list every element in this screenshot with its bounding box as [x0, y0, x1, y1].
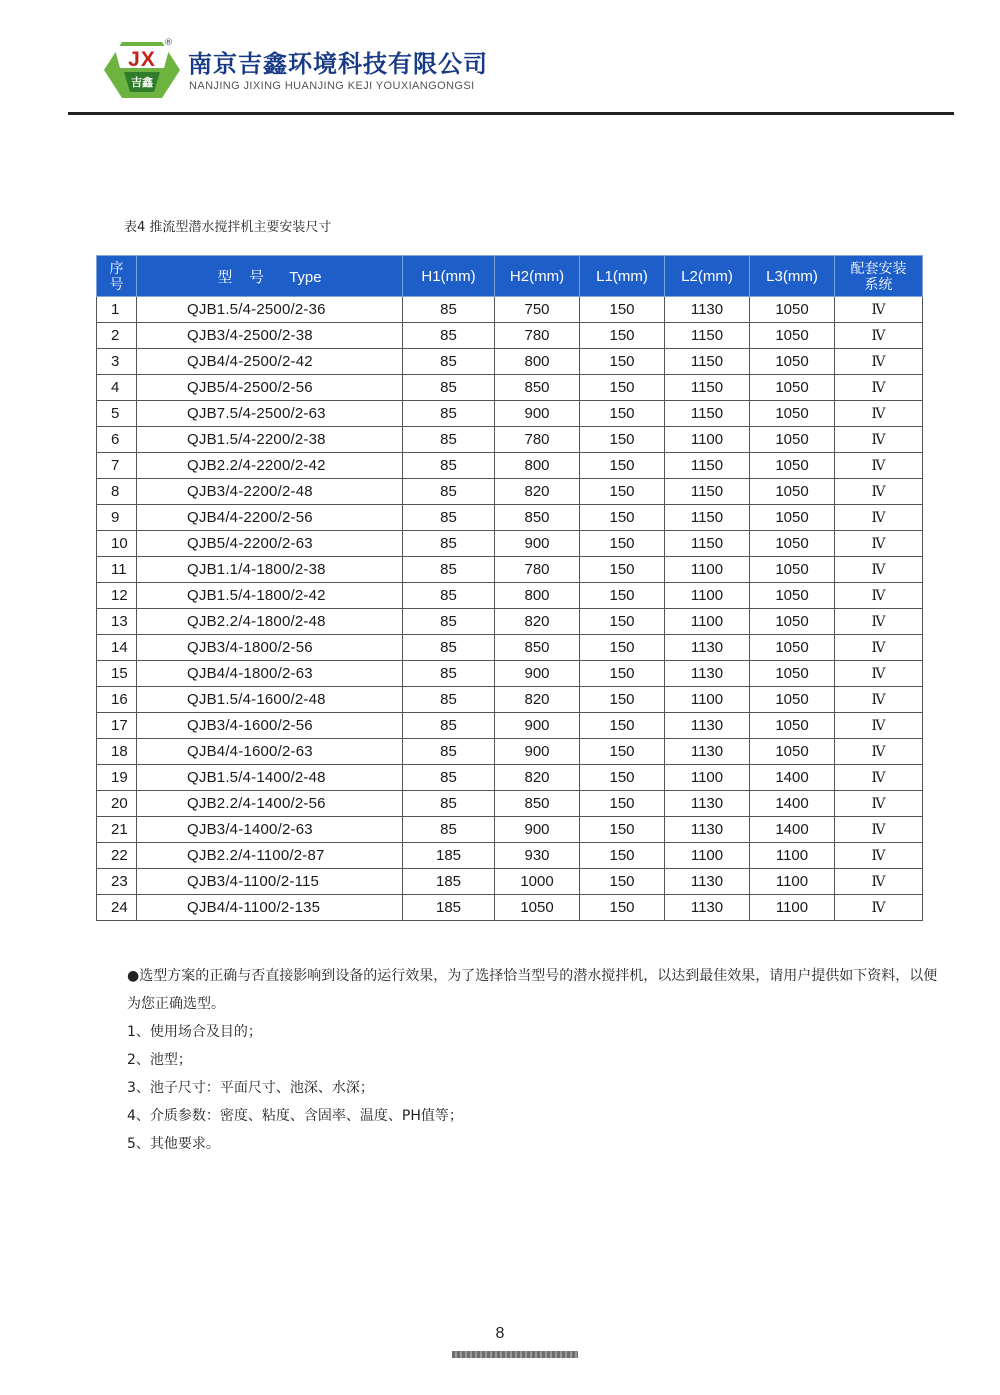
- cell-l2: 1150: [665, 531, 750, 557]
- seq-header-line1: 序: [109, 260, 124, 276]
- cell-seq: 5: [97, 401, 137, 427]
- cell-l1: 150: [580, 453, 665, 479]
- cell-l2: 1100: [665, 609, 750, 635]
- cell-seq: 4: [97, 375, 137, 401]
- cell-l1: 150: [580, 687, 665, 713]
- cell-seq: 13: [97, 609, 137, 635]
- footer-bar: [452, 1351, 578, 1358]
- cell-model: QJB3/4-2200/2-48: [137, 479, 403, 505]
- cell-l1: 150: [580, 895, 665, 921]
- cell-system: Ⅳ: [835, 349, 923, 375]
- cell-l3: 1050: [750, 297, 835, 323]
- cell-l3: 1050: [750, 453, 835, 479]
- cell-h1: 85: [403, 635, 495, 661]
- cell-l2: 1100: [665, 765, 750, 791]
- column-header-l3: L3(mm): [750, 256, 835, 297]
- cell-l1: 150: [580, 609, 665, 635]
- cell-l1: 150: [580, 739, 665, 765]
- cell-seq: 23: [97, 869, 137, 895]
- column-header-system: [835, 256, 923, 297]
- cell-l1: 150: [580, 297, 665, 323]
- cell-h2: 780: [495, 323, 580, 349]
- cell-model: QJB1.5/4-2500/2-36: [137, 297, 403, 323]
- cell-l2: 1130: [665, 661, 750, 687]
- selection-notes: [127, 962, 939, 1158]
- cell-h1: 85: [403, 349, 495, 375]
- cell-l2: 1150: [665, 479, 750, 505]
- cell-l2: 1130: [665, 297, 750, 323]
- cell-seq: 22: [97, 843, 137, 869]
- cell-l3: 1050: [750, 583, 835, 609]
- cell-model: QJB4/4-1800/2-63: [137, 661, 403, 687]
- installation-dimensions-table: [96, 255, 923, 921]
- column-header-h2: H2(mm): [495, 256, 580, 297]
- cell-h1: 85: [403, 401, 495, 427]
- cell-l3: 1050: [750, 609, 835, 635]
- cell-model: QJB2.2/4-1400/2-56: [137, 791, 403, 817]
- cell-model: QJB2.2/4-1100/2-87: [137, 843, 403, 869]
- column-header-seq: [97, 256, 137, 297]
- cell-model: QJB5/4-2200/2-63: [137, 531, 403, 557]
- cell-l3: 1050: [750, 401, 835, 427]
- system-header-line2: 系统: [864, 276, 893, 292]
- cell-system: Ⅳ: [835, 869, 923, 895]
- cell-system: Ⅳ: [835, 791, 923, 817]
- cell-seq: 1: [97, 297, 137, 323]
- cell-l1: 150: [580, 661, 665, 687]
- cell-h2: 900: [495, 401, 580, 427]
- cell-system: Ⅳ: [835, 895, 923, 921]
- cell-model: QJB4/4-1100/2-135: [137, 895, 403, 921]
- system-header-line1: 配套安装: [850, 260, 907, 276]
- cell-seq: 19: [97, 765, 137, 791]
- table-row: [97, 843, 923, 869]
- table-row: [97, 453, 923, 479]
- cell-l3: 1050: [750, 635, 835, 661]
- table-row: [97, 635, 923, 661]
- table-row: [97, 687, 923, 713]
- cell-h2: 800: [495, 583, 580, 609]
- cell-h2: 780: [495, 557, 580, 583]
- cell-system: Ⅳ: [835, 427, 923, 453]
- logo-sub-text: 吉鑫: [131, 76, 153, 89]
- company-logo: [104, 40, 180, 100]
- cell-model: QJB1.5/4-2200/2-38: [137, 427, 403, 453]
- cell-system: Ⅳ: [835, 609, 923, 635]
- cell-l2: 1150: [665, 453, 750, 479]
- cell-h2: 900: [495, 739, 580, 765]
- cell-system: Ⅳ: [835, 479, 923, 505]
- cell-h1: 85: [403, 713, 495, 739]
- cell-l3: 1050: [750, 323, 835, 349]
- cell-l1: 150: [580, 843, 665, 869]
- cell-l1: 150: [580, 375, 665, 401]
- table-row: [97, 323, 923, 349]
- cell-system: Ⅳ: [835, 765, 923, 791]
- cell-seq: 20: [97, 791, 137, 817]
- cell-l3: 1050: [750, 687, 835, 713]
- cell-h1: 85: [403, 583, 495, 609]
- table-row: [97, 297, 923, 323]
- cell-l3: 1050: [750, 661, 835, 687]
- cell-l2: 1130: [665, 869, 750, 895]
- cell-h1: 85: [403, 687, 495, 713]
- cell-h2: 800: [495, 349, 580, 375]
- cell-h2: 820: [495, 765, 580, 791]
- table-row: [97, 713, 923, 739]
- cell-system: Ⅳ: [835, 505, 923, 531]
- cell-h2: 900: [495, 713, 580, 739]
- cell-model: QJB1.5/4-1600/2-48: [137, 687, 403, 713]
- cell-l3: 1100: [750, 869, 835, 895]
- cell-l2: 1100: [665, 583, 750, 609]
- cell-l1: 150: [580, 479, 665, 505]
- cell-seq: 24: [97, 895, 137, 921]
- table-row: [97, 583, 923, 609]
- cell-model: QJB5/4-2500/2-56: [137, 375, 403, 401]
- cell-h2: 850: [495, 505, 580, 531]
- notes-item: 2、池型；: [127, 1052, 192, 1068]
- cell-h1: 85: [403, 765, 495, 791]
- cell-model: QJB3/4-1600/2-56: [137, 713, 403, 739]
- column-header-l2: L2(mm): [665, 256, 750, 297]
- table-row: [97, 817, 923, 843]
- cell-l1: 150: [580, 349, 665, 375]
- cell-l2: 1130: [665, 817, 750, 843]
- cell-h2: 900: [495, 817, 580, 843]
- table-row: [97, 739, 923, 765]
- type-header-label: 型 号 Type: [217, 268, 322, 286]
- cell-h1: 85: [403, 557, 495, 583]
- cell-h2: 820: [495, 479, 580, 505]
- header-divider: [68, 112, 954, 115]
- cell-system: Ⅳ: [835, 843, 923, 869]
- cell-model: QJB1.5/4-1800/2-42: [137, 583, 403, 609]
- cell-h1: 85: [403, 505, 495, 531]
- cell-seq: 12: [97, 583, 137, 609]
- cell-h1: 85: [403, 531, 495, 557]
- notes-item: 1、使用场合及目的；: [127, 1024, 262, 1040]
- cell-seq: 18: [97, 739, 137, 765]
- cell-h2: 850: [495, 375, 580, 401]
- cell-l2: 1130: [665, 791, 750, 817]
- table-row: [97, 869, 923, 895]
- cell-h2: 1050: [495, 895, 580, 921]
- table-row: [97, 479, 923, 505]
- cell-l1: 150: [580, 635, 665, 661]
- table-row: [97, 557, 923, 583]
- table-row: [97, 609, 923, 635]
- column-header-type: [137, 256, 403, 297]
- cell-l1: 150: [580, 557, 665, 583]
- cell-h1: 85: [403, 739, 495, 765]
- cell-system: Ⅳ: [835, 531, 923, 557]
- cell-l1: 150: [580, 505, 665, 531]
- cell-l2: 1150: [665, 349, 750, 375]
- cell-l2: 1150: [665, 401, 750, 427]
- cell-h1: 85: [403, 453, 495, 479]
- table-header-row: [97, 256, 923, 297]
- cell-model: QJB1.5/4-1400/2-48: [137, 765, 403, 791]
- cell-h2: 900: [495, 661, 580, 687]
- company-name-en: NANJING JIXING HUANJING KEJI YOUXIANGONGSI: [189, 80, 475, 92]
- logo-letters: JX: [128, 48, 156, 71]
- table-row: [97, 375, 923, 401]
- column-header-l1: L1(mm): [580, 256, 665, 297]
- cell-l2: 1100: [665, 843, 750, 869]
- cell-h2: 850: [495, 635, 580, 661]
- cell-l1: 150: [580, 583, 665, 609]
- table-body: [97, 297, 923, 921]
- cell-seq: 21: [97, 817, 137, 843]
- table-row: [97, 765, 923, 791]
- table-row: [97, 349, 923, 375]
- cell-model: QJB4/4-1600/2-63: [137, 739, 403, 765]
- cell-l1: 150: [580, 401, 665, 427]
- cell-l2: 1150: [665, 323, 750, 349]
- cell-seq: 17: [97, 713, 137, 739]
- column-header-h1: H1(mm): [403, 256, 495, 297]
- table-row: [97, 791, 923, 817]
- cell-system: Ⅳ: [835, 401, 923, 427]
- cell-h1: 185: [403, 843, 495, 869]
- cell-model: QJB2.2/4-1800/2-48: [137, 609, 403, 635]
- cell-h1: 85: [403, 427, 495, 453]
- cell-l3: 1050: [750, 349, 835, 375]
- cell-h2: 900: [495, 531, 580, 557]
- cell-h1: 85: [403, 661, 495, 687]
- cell-model: QJB4/4-2200/2-56: [137, 505, 403, 531]
- cell-system: Ⅳ: [835, 375, 923, 401]
- cell-h2: 930: [495, 843, 580, 869]
- cell-system: Ⅳ: [835, 583, 923, 609]
- cell-seq: 2: [97, 323, 137, 349]
- table-row: [97, 661, 923, 687]
- cell-h1: 85: [403, 297, 495, 323]
- cell-h2: 750: [495, 297, 580, 323]
- cell-system: Ⅳ: [835, 323, 923, 349]
- cell-model: QJB3/4-1400/2-63: [137, 817, 403, 843]
- table-row: [97, 427, 923, 453]
- cell-l2: 1130: [665, 713, 750, 739]
- cell-model: QJB3/4-2500/2-38: [137, 323, 403, 349]
- cell-system: Ⅳ: [835, 297, 923, 323]
- cell-l3: 1400: [750, 791, 835, 817]
- cell-l2: 1130: [665, 739, 750, 765]
- cell-l3: 1050: [750, 505, 835, 531]
- cell-model: QJB2.2/4-2200/2-42: [137, 453, 403, 479]
- table-row: [97, 531, 923, 557]
- cell-h2: 1000: [495, 869, 580, 895]
- cell-l3: 1050: [750, 739, 835, 765]
- cell-l3: 1050: [750, 713, 835, 739]
- cell-l1: 150: [580, 531, 665, 557]
- cell-seq: 10: [97, 531, 137, 557]
- cell-h2: 800: [495, 453, 580, 479]
- cell-seq: 11: [97, 557, 137, 583]
- cell-model: QJB3/4-1800/2-56: [137, 635, 403, 661]
- cell-l2: 1100: [665, 557, 750, 583]
- cell-seq: 16: [97, 687, 137, 713]
- table-row: [97, 401, 923, 427]
- cell-l1: 150: [580, 791, 665, 817]
- notes-item: 3、池子尺寸：平面尺寸、池深、水深；: [127, 1080, 374, 1096]
- cell-l1: 150: [580, 427, 665, 453]
- cell-system: Ⅳ: [835, 635, 923, 661]
- cell-seq: 9: [97, 505, 137, 531]
- cell-h2: 850: [495, 791, 580, 817]
- cell-l3: 1100: [750, 843, 835, 869]
- cell-h2: 820: [495, 609, 580, 635]
- cell-l1: 150: [580, 765, 665, 791]
- cell-l3: 1400: [750, 817, 835, 843]
- cell-system: Ⅳ: [835, 713, 923, 739]
- cell-system: Ⅳ: [835, 557, 923, 583]
- notes-list: [127, 1018, 939, 1158]
- table-row: [97, 505, 923, 531]
- cell-l2: 1150: [665, 375, 750, 401]
- cell-seq: 3: [97, 349, 137, 375]
- cell-system: Ⅳ: [835, 453, 923, 479]
- cell-seq: 8: [97, 479, 137, 505]
- cell-model: QJB7.5/4-2500/2-63: [137, 401, 403, 427]
- page-number: 8: [495, 1325, 505, 1342]
- seq-header-line2: 号: [109, 276, 124, 292]
- cell-l2: 1130: [665, 635, 750, 661]
- registered-mark: ®: [164, 38, 173, 48]
- cell-h1: 85: [403, 791, 495, 817]
- cell-system: Ⅳ: [835, 687, 923, 713]
- cell-l3: 1050: [750, 531, 835, 557]
- cell-h1: 85: [403, 375, 495, 401]
- cell-l3: 1050: [750, 427, 835, 453]
- cell-system: Ⅳ: [835, 661, 923, 687]
- cell-h1: 85: [403, 479, 495, 505]
- cell-l3: 1400: [750, 765, 835, 791]
- cell-l3: 1100: [750, 895, 835, 921]
- cell-l3: 1050: [750, 479, 835, 505]
- cell-model: QJB3/4-1100/2-115: [137, 869, 403, 895]
- company-name-cn: 南京吉鑫环境科技有限公司: [188, 50, 488, 78]
- cell-l1: 150: [580, 869, 665, 895]
- cell-h1: 185: [403, 869, 495, 895]
- cell-h1: 85: [403, 323, 495, 349]
- cell-seq: 7: [97, 453, 137, 479]
- cell-h2: 780: [495, 427, 580, 453]
- cell-system: Ⅳ: [835, 739, 923, 765]
- cell-h1: 185: [403, 895, 495, 921]
- cell-system: Ⅳ: [835, 817, 923, 843]
- cell-l2: 1100: [665, 427, 750, 453]
- cell-seq: 15: [97, 661, 137, 687]
- cell-l3: 1050: [750, 375, 835, 401]
- cell-l2: 1130: [665, 895, 750, 921]
- notes-item: 5、其他要求。: [127, 1136, 220, 1152]
- cell-h2: 820: [495, 687, 580, 713]
- cell-h1: 85: [403, 817, 495, 843]
- cell-model: QJB4/4-2500/2-42: [137, 349, 403, 375]
- cell-seq: 14: [97, 635, 137, 661]
- cell-l1: 150: [580, 817, 665, 843]
- table-row: [97, 895, 923, 921]
- cell-l2: 1100: [665, 687, 750, 713]
- table-caption: 表4 推流型潜水搅拌机主要安装尺寸: [124, 220, 332, 235]
- cell-l1: 150: [580, 713, 665, 739]
- cell-l3: 1050: [750, 557, 835, 583]
- cell-model: QJB1.1/4-1800/2-38: [137, 557, 403, 583]
- cell-h1: 85: [403, 609, 495, 635]
- cell-seq: 6: [97, 427, 137, 453]
- cell-l1: 150: [580, 323, 665, 349]
- notes-intro: ●选型方案的正确与否直接影响到设备的运行效果，为了选择恰当型号的潜水搅拌机，以达到最佳效果，请用户提供如下资料，以便为您正确选型。: [127, 968, 938, 1012]
- notes-item: 4、介质参数：密度、粘度、含固率、温度、PH值等；: [127, 1108, 463, 1124]
- cell-l2: 1150: [665, 505, 750, 531]
